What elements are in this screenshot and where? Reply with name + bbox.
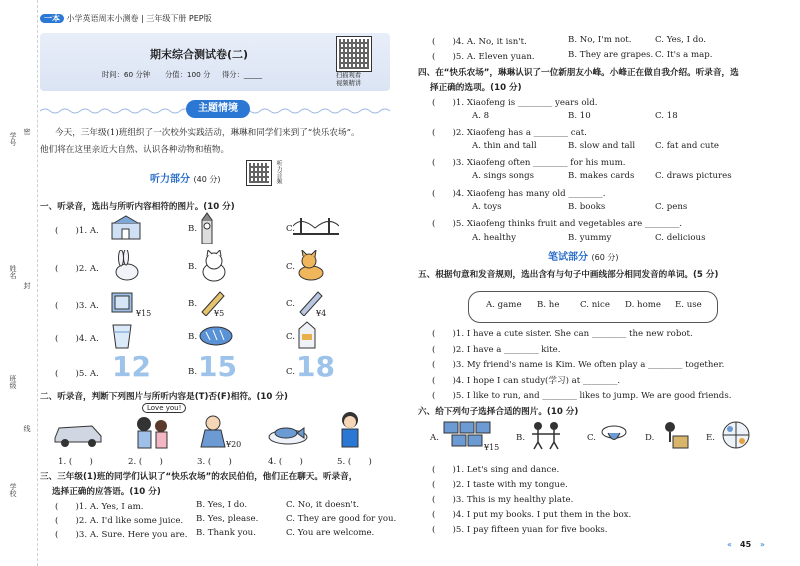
school-no-label: 学号 bbox=[9, 132, 17, 146]
number-15-icon: 15 bbox=[198, 350, 237, 383]
q5-item-5: ( )5. I like to run, and ________ likes to jump. We are good friends. bbox=[432, 391, 732, 401]
fold-mark: 封 bbox=[23, 282, 31, 289]
word-option-a: A. game bbox=[486, 300, 522, 310]
healthy-plate-icon bbox=[718, 420, 754, 450]
q1-row-1-a: ( )1. A. bbox=[55, 226, 99, 236]
q1-row-4-c: C. bbox=[286, 332, 296, 342]
q3-item-3-c: C. You are welcome. bbox=[286, 528, 375, 538]
price-b: ¥5 bbox=[214, 309, 225, 318]
theme-text-1: 今天，三年级(1)班组织了一次校外实践活动，琳琳和同学们来到了“快乐农场”。 bbox=[55, 128, 360, 138]
class-label: 班级 bbox=[9, 375, 17, 389]
book-icon bbox=[110, 290, 134, 314]
page-number: 45 bbox=[740, 540, 752, 549]
q4-heading-1: 四、在“快乐农场”，琳琳认识了一位新朋友小峰。小峰正在做自我介绍。听录音，选 bbox=[418, 68, 739, 78]
score-total: 分值：100 分 bbox=[165, 70, 211, 79]
q6-item-5: ( )5. I pay fifteen yuan for five books. bbox=[432, 525, 608, 535]
school-label: 学校 bbox=[9, 483, 17, 497]
q5-item-3: ( )3. My friend's name is Kim. We often play a ________ together. bbox=[432, 360, 725, 370]
q3-item-5-c: C. It's a map. bbox=[655, 50, 713, 60]
q4-item-2-b: B. slow and tall bbox=[568, 141, 636, 151]
q3-item-2-b: B. Yes, please. bbox=[196, 514, 259, 524]
word-option-b: B. he bbox=[537, 300, 560, 310]
q1-row-5-b: B. bbox=[188, 367, 198, 377]
q3-item-5-b: B. They are grapes. bbox=[568, 50, 654, 60]
q1-row-5-a: ( )5. A. bbox=[55, 369, 99, 379]
series-title: 小学英语周末小测卷 | 三年级下册 PEP版 bbox=[66, 14, 212, 23]
q2-heading: 二、听录音，判断下列图片与所听内容是(T)否(F)相符。(10 分) bbox=[40, 392, 288, 402]
q6-letter-a: A. bbox=[430, 433, 439, 443]
q4-item-4: ( )4. Xiaofeng has many old ________. bbox=[432, 189, 606, 199]
doll-toy-icon bbox=[198, 414, 228, 448]
q5-item-4: ( )4. I hope I can study(学习) at ________. bbox=[432, 376, 621, 386]
q2-label-5: 5. ( ) bbox=[337, 457, 372, 467]
prev-page-icon[interactable]: « bbox=[727, 540, 732, 549]
q3-item-3: ( )3. A. Sure. Here you are. bbox=[55, 530, 188, 540]
q2-label-4: 4. ( ) bbox=[268, 457, 303, 467]
qr-caption: 扫描观看 视频精讲 bbox=[336, 72, 362, 87]
q6-letter-d: D. bbox=[645, 433, 655, 443]
q4-item-1: ( )1. Xiaofeng is ________ years old. bbox=[432, 98, 598, 108]
q1-row-5-c: C. bbox=[286, 367, 296, 377]
cat-icon bbox=[198, 250, 230, 282]
q4-item-5: ( )5. Xiaofeng thinks fruit and vegetables are ________. bbox=[432, 219, 683, 229]
number-18-icon: 18 bbox=[296, 350, 335, 383]
q6-letter-c: C. bbox=[587, 433, 597, 443]
q5-heading: 五、根据句意和发音规则，选出含有与句子中画线部分相同发音的单词。(5 分) bbox=[418, 270, 719, 280]
page-title: 期末综合测试卷(二) bbox=[150, 48, 249, 61]
q4-item-3: ( )3. Xiaofeng often ________ for his mum. bbox=[432, 158, 626, 168]
theme-banner: 主题情境 bbox=[186, 100, 250, 118]
q3-item-4-b: B. No, I'm not. bbox=[568, 35, 632, 45]
q3-item-4: ( )4. A. No, it isn't. bbox=[432, 37, 527, 47]
q3-item-4-c: C. Yes, I do. bbox=[655, 35, 706, 45]
q1-row-3-c: C. bbox=[286, 299, 296, 309]
name-label: 姓名 bbox=[9, 265, 17, 279]
writing-label: 笔试部分 (60 分) bbox=[548, 252, 619, 263]
q4-item-4-c: C. pens bbox=[655, 202, 688, 212]
tongue-icon bbox=[600, 424, 628, 446]
farmhouse-icon bbox=[110, 215, 142, 241]
q3-heading-1: 三、三年级(1)班的同学们认识了“快乐农场”的农民伯伯，他们正在聊天。听录音， bbox=[40, 472, 358, 482]
q1-row-2-c: C. bbox=[286, 262, 296, 272]
q3-item-1-c: C. No, it doesn't. bbox=[286, 500, 360, 510]
q4-item-3-a: A. sings songs bbox=[472, 171, 535, 181]
q4-item-5-a: A. healthy bbox=[472, 233, 517, 243]
mother-child-icon bbox=[130, 414, 176, 450]
series-header bbox=[40, 13, 212, 24]
word-option-c: C. nice bbox=[580, 300, 610, 310]
q6-letter-e: E. bbox=[706, 433, 716, 443]
q6-item-2: ( )2. I taste with my tongue. bbox=[432, 480, 568, 490]
q1-row-4-a: ( )4. A. bbox=[55, 334, 99, 344]
q1-row-2-b: B. bbox=[188, 262, 198, 272]
q6-letter-b: B. bbox=[516, 433, 526, 443]
q6-item-3: ( )3. This is my healthy plate. bbox=[432, 495, 574, 505]
boy-box-icon bbox=[658, 420, 690, 450]
q1-row-1-b: B. bbox=[188, 224, 198, 234]
listening-label: 听力部分 (40 分) bbox=[150, 174, 221, 185]
q4-item-1-b: B. 10 bbox=[568, 111, 591, 121]
score-field: 得分：_____ bbox=[222, 70, 263, 79]
fold-mark: 密 bbox=[23, 128, 31, 135]
word-option-e: E. use bbox=[675, 300, 702, 310]
q5-item-1: ( )1. I have a cute sister. She can ________ the new robot. bbox=[432, 329, 693, 339]
fish-plate-icon bbox=[268, 420, 308, 446]
q4-heading-2: 择正确的选项。(10 分) bbox=[430, 83, 522, 93]
rabbit-icon bbox=[110, 250, 142, 282]
q1-row-2-a: ( )2. A. bbox=[55, 264, 99, 274]
bread-icon bbox=[198, 325, 234, 347]
q1-row-3-b: B. bbox=[188, 299, 198, 309]
q3-item-3-b: B. Thank you. bbox=[196, 528, 256, 538]
qr-code[interactable] bbox=[336, 36, 372, 72]
q1-row-3-a: ( )3. A. bbox=[55, 301, 99, 311]
series-badge: 一本 bbox=[40, 14, 64, 23]
price-c: ¥4 bbox=[316, 309, 327, 318]
q4-item-3-c: C. draws pictures bbox=[655, 171, 732, 181]
next-page-icon[interactable]: » bbox=[760, 540, 765, 549]
q3-item-1-b: B. Yes, I do. bbox=[196, 500, 248, 510]
clock-tower-icon bbox=[196, 212, 218, 244]
q4-item-2-a: A. thin and tall bbox=[472, 141, 537, 151]
theme-text-2: 他们将在这里亲近大自然、认识各种动物和植物。 bbox=[40, 145, 230, 155]
fold-mark: 线 bbox=[23, 425, 31, 432]
children-dancing-icon bbox=[528, 420, 564, 450]
water-glass-icon bbox=[110, 322, 134, 350]
milk-carton-icon bbox=[296, 320, 318, 350]
q3-item-2: ( )2. A. I'd like some juice. bbox=[55, 516, 184, 526]
dog-icon bbox=[295, 250, 327, 282]
speech-bubble: Love you! bbox=[142, 403, 186, 413]
q4-item-2-c: C. fat and cute bbox=[655, 141, 719, 151]
q4-item-4-b: B. books bbox=[568, 202, 606, 212]
q4-item-1-a: A. 8 bbox=[472, 111, 490, 121]
time-info: 时间：60 分钟 bbox=[102, 70, 151, 79]
price-a: ¥15 bbox=[136, 309, 152, 318]
q2-price: ¥20 bbox=[226, 440, 242, 449]
q2-label-3: 3. ( ) bbox=[197, 457, 232, 467]
q2-label-1: 1. ( ) bbox=[58, 457, 93, 467]
q4-item-1-c: C. 18 bbox=[655, 111, 678, 121]
q6-heading: 六、给下列句子选择合适的图片。(10 分) bbox=[418, 407, 579, 417]
q6-item-4: ( )4. I put my books. I put them in the box. bbox=[432, 510, 632, 520]
q3-heading-2: 选择正确的应答语。(10 分) bbox=[52, 487, 161, 497]
q3-item-1: ( )1. A. Yes, I am. bbox=[55, 502, 144, 512]
q2-label-2: 2. ( ) bbox=[128, 457, 163, 467]
car-icon bbox=[52, 418, 104, 448]
audio-qr-code[interactable] bbox=[246, 160, 272, 186]
q4-item-3-b: B. makes cards bbox=[568, 171, 635, 181]
q4-item-5-b: B. yummy bbox=[568, 233, 612, 243]
q4-item-2: ( )2. Xiaofeng has a ________ cat. bbox=[432, 128, 587, 138]
word-option-d: D. home bbox=[625, 300, 661, 310]
q1-heading: 一、听录音，选出与所听内容相符的图片。(10 分) bbox=[40, 202, 235, 212]
q6-price: ¥15 bbox=[484, 443, 500, 452]
binding-line bbox=[37, 0, 38, 566]
q1-row-1-c: C. bbox=[286, 224, 296, 234]
q4-item-5-c: C. delicious bbox=[655, 233, 706, 243]
q4-item-4-a: A. toys bbox=[472, 202, 502, 212]
q1-row-4-b: B. bbox=[188, 332, 198, 342]
q3-item-2-c: C. They are good for you. bbox=[286, 514, 397, 524]
number-12-icon: 12 bbox=[112, 350, 151, 383]
q3-item-5: ( )5. A. Eleven yuan. bbox=[432, 52, 535, 62]
audio-qr-caption: 听力音频 bbox=[275, 160, 282, 184]
q5-item-2: ( )2. I have a ________ kite. bbox=[432, 345, 561, 355]
boy-icon bbox=[334, 410, 366, 450]
q6-item-1: ( )1. Let's sing and dance. bbox=[432, 465, 560, 475]
bridge-icon bbox=[293, 214, 339, 240]
